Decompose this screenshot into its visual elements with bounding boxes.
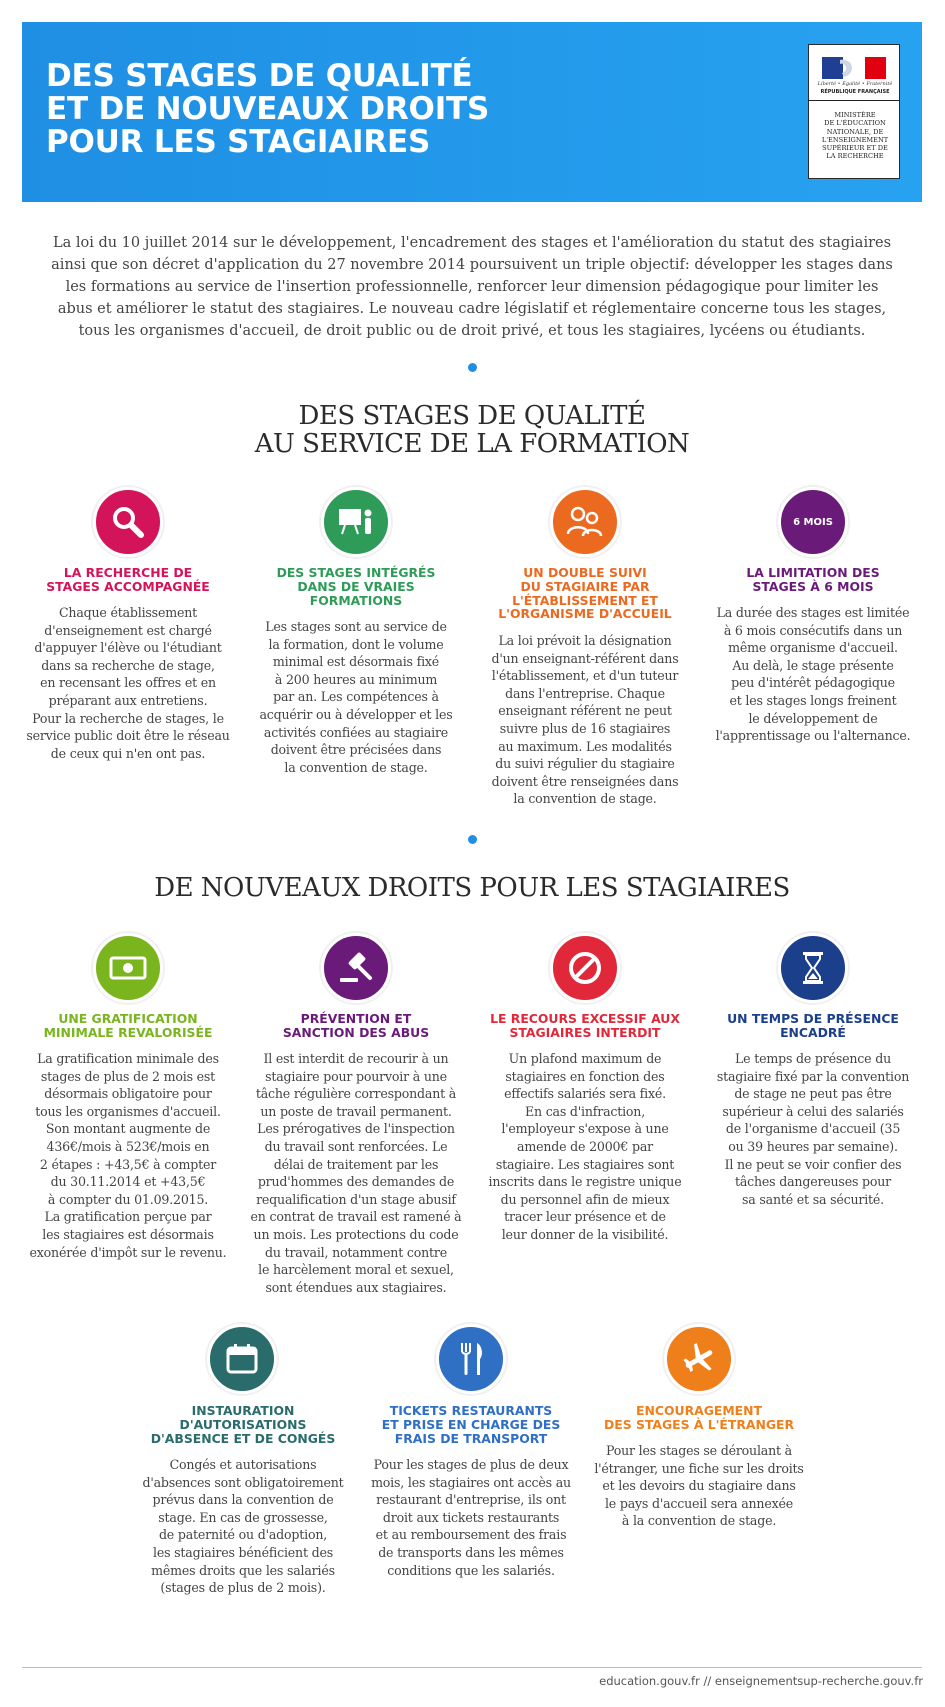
text-line: La loi prévoit la désignation — [498, 633, 672, 648]
text-line: Les stages sont au service de — [265, 619, 447, 634]
section-title-rights — [22, 874, 922, 902]
section-divider-dot — [468, 835, 477, 844]
text-line: Pour les stages de plus de deux — [373, 1457, 569, 1472]
text-line: dans l'entreprise. Chaque — [505, 685, 665, 701]
text-line: ENCOURAGEMENT — [636, 1403, 762, 1418]
text-line: un mois. Les protections du code — [253, 1226, 459, 1242]
intro-paragraph — [38, 232, 906, 342]
text-line: et les devoirs du stagiaire dans — [602, 1478, 796, 1494]
intro-line: les formations au service de l'insertion professionnelle, renforcer leur dimension pédagogique pour limiter les — [65, 279, 879, 295]
logo-motto: Liberté • Égalité • Fraternité — [817, 81, 893, 87]
text-line: de l'organisme d'accueil (35 — [725, 1121, 901, 1137]
text-line: SANCTION DES ABUS — [282, 1024, 430, 1040]
text-line: acquérir ou à développer et les — [259, 706, 453, 722]
text-line: les stagiaires est désormais — [42, 1226, 214, 1242]
text-line: stagiaire pour pourvoir à une — [265, 1068, 447, 1084]
text-line: du 30.11.2014 et +43,5€ — [50, 1174, 206, 1190]
title-line: ET DE NOUVEAUX DROITS — [46, 91, 490, 127]
two-people-icon — [550, 487, 620, 557]
text-line: du travail, notamment contre — [265, 1244, 447, 1260]
text-line: la convention de stage. — [284, 759, 428, 775]
text-line: Il ne peut se voir confier des — [724, 1156, 902, 1172]
text-line: inscrits dans le registre unique — [488, 1174, 682, 1190]
text-line: au maximum. Les modalités — [498, 738, 672, 754]
card-title-suivi — [474, 566, 696, 621]
text-line: UN TEMPS DE PRÉSENCE — [727, 1011, 899, 1026]
six-months-icon — [778, 487, 848, 557]
text-line: ou 39 heures par semaine). — [728, 1138, 898, 1154]
card-title-tickets — [360, 1404, 582, 1445]
teacher-board-icon — [321, 487, 391, 557]
card-title-etranger — [588, 1404, 810, 1432]
footer-links[interactable]: education.gouv.fr // enseignementsup-recherche.gouv.fr — [599, 1674, 923, 1688]
text-line: la formation, dont le volume — [268, 636, 444, 652]
text-line: l'établissement, et d'un tuteur — [491, 668, 679, 684]
card-body-recherche — [18, 604, 238, 762]
text-line: à compter du 01.09.2015. — [47, 1191, 209, 1207]
text-line: stages de plus de 2 mois est — [40, 1068, 216, 1084]
text-line: stagiaires en fonction des — [505, 1068, 665, 1084]
text-line: (stages de plus de 2 mois). — [160, 1580, 326, 1596]
section-title-line: DES STAGES DE QUALITÉ — [298, 401, 646, 431]
text-line: suivre plus de 16 stagiaires — [499, 720, 671, 736]
text-line: le harcèlement moral et sexuel, — [258, 1262, 454, 1278]
text-line: Au delà, le stage présente — [732, 657, 894, 673]
card-title-recherche — [18, 566, 238, 594]
text-line: ET PRISE EN CHARGE DES — [381, 1416, 561, 1432]
text-line: l'employeur s'expose à une — [501, 1121, 669, 1137]
text-line: stage. En cas de grossesse, — [158, 1509, 328, 1525]
card-body-integres — [246, 618, 466, 776]
text-line: l'étranger, une fiche sur les droits — [594, 1460, 804, 1476]
gavel-icon — [321, 933, 391, 1003]
text-line: LA LIMITATION DES — [746, 565, 880, 580]
ministry-line: L'ENSEIGNEMENT — [821, 135, 889, 144]
text-line: conditions que les salariés. — [387, 1562, 555, 1578]
text-line: service public doit être le réseau — [26, 728, 230, 744]
text-line: un poste de travail permanent. — [260, 1103, 452, 1119]
text-line: à 6 mois consécutifs dans un — [723, 622, 903, 638]
text-line: 2 étapes : +43,5€ à compter — [39, 1156, 217, 1172]
card-title-integres — [246, 566, 466, 607]
text-line: prud'hommes des demandes de — [257, 1174, 455, 1190]
text-line: FORMATIONS — [309, 592, 403, 608]
text-line: FRAIS DE TRANSPORT — [394, 1430, 548, 1446]
card-title-presence — [702, 1012, 924, 1040]
text-line: Son montant augmente de — [45, 1121, 211, 1137]
text-line: Chaque établissement — [59, 605, 197, 620]
text-line: TICKETS RESTAURANTS — [389, 1403, 553, 1418]
text-line: sa santé et sa sécurité. — [742, 1191, 884, 1207]
card-body-limitation — [702, 604, 924, 745]
text-line: désormais obligatoire pour — [44, 1086, 212, 1102]
text-line: Les prérogatives de l'inspection — [257, 1121, 455, 1137]
footer-divider — [22, 1667, 922, 1668]
text-line: tous les organismes d'accueil. — [35, 1103, 221, 1119]
text-line: UN DOUBLE SUIVI — [523, 565, 647, 580]
text-line: Congés et autorisations — [169, 1457, 317, 1472]
prohibited-icon — [550, 933, 620, 1003]
text-line: tâche régulière correspondant à — [255, 1086, 457, 1102]
text-line: MINIMALE REVALORISÉE — [43, 1024, 213, 1040]
card-body-absence — [132, 1456, 354, 1597]
text-line: D'ABSENCE ET DE CONGÉS — [150, 1430, 336, 1446]
text-line: peu d'intérêt pédagogique — [731, 675, 895, 691]
ministry-line: NATIONALE, DE — [826, 127, 884, 136]
ministry-line: DE L'ÉDUCATION — [824, 119, 886, 128]
text-line: D'AUTORISATIONS — [179, 1416, 307, 1432]
text-line: Un plafond maximum de — [508, 1051, 662, 1066]
cutlery-icon — [436, 1324, 506, 1394]
text-line: PRÉVENTION ET — [300, 1011, 412, 1026]
six-months-label: 6 MOIS — [793, 516, 833, 528]
intro-line: abus et améliorer le statut des stagiaires. Le nouveau cadre législatif et réglementaire concerne tous les stages, — [57, 301, 887, 317]
card-body-etranger — [588, 1442, 810, 1530]
text-line: STAGES À 6 MOIS — [752, 578, 874, 594]
marianne-flag-icon — [822, 57, 886, 79]
text-line: effectifs salariés sera fixé. — [504, 1086, 666, 1102]
card-body-tickets — [360, 1456, 582, 1579]
ministry-logo — [808, 44, 900, 179]
header-banner — [22, 22, 922, 202]
text-line: le pays d'accueil sera annexée — [604, 1495, 794, 1511]
text-line: INSTAURATION — [191, 1403, 295, 1418]
text-line: d'absences sont obligatoirement — [142, 1474, 344, 1490]
text-line: du travail sont renforcées. Le — [264, 1138, 448, 1154]
text-line: à la convention de stage. — [621, 1513, 777, 1529]
text-line: DES STAGES INTÉGRÉS — [276, 565, 436, 580]
text-line: UNE GRATIFICATION — [58, 1011, 198, 1026]
text-line: stagiaire. Les stagiaires sont — [495, 1156, 675, 1172]
text-line: DANS DE VRAIES — [297, 578, 415, 594]
text-line: tracer leur présence et de — [504, 1209, 666, 1225]
section-title-line: DE NOUVEAUX DROITS POUR LES STAGIAIRES — [154, 873, 790, 903]
text-line: supérieur à celui des salariés — [722, 1103, 904, 1119]
text-line: d'appuyer l'élève ou l'étudiant — [34, 640, 222, 656]
text-line: préparant aux entretiens. — [48, 692, 208, 708]
text-line: La gratification minimale des — [37, 1051, 219, 1066]
text-line: Pour la recherche de stages, le — [32, 710, 224, 726]
section-title-line: AU SERVICE DE LA FORMATION — [254, 429, 690, 459]
text-line: prévus dans la convention de — [152, 1492, 334, 1508]
section-title-quality — [22, 402, 922, 458]
airplane-icon — [664, 1324, 734, 1394]
logo-republic: RÉPUBLIQUE FRANÇAISE — [820, 89, 890, 95]
card-body-prevention — [246, 1050, 466, 1296]
text-line: exonérée d'impôt sur le revenu. — [29, 1244, 227, 1260]
text-line: doivent être précisées dans — [270, 742, 442, 758]
text-line: du personnel afin de mieux — [500, 1191, 670, 1207]
text-line: d'enseignement est chargé — [44, 622, 212, 638]
text-line: DES STAGES À L'ÉTRANGER — [603, 1416, 795, 1432]
section-divider-dot — [468, 363, 477, 372]
text-line: Le temps de présence du — [735, 1051, 891, 1066]
text-line: L'ÉTABLISSEMENT ET — [512, 592, 658, 608]
text-line: STAGES ACCOMPAGNÉE — [46, 578, 210, 594]
text-line: La gratification perçue par — [44, 1209, 212, 1225]
card-title-prevention — [246, 1012, 466, 1040]
text-line: stagiaire fixé par la convention — [716, 1068, 910, 1084]
text-line: ENCADRÉ — [780, 1024, 846, 1040]
text-line: mêmes droits que les salariés — [151, 1562, 335, 1578]
text-line: le développement de — [748, 710, 878, 726]
text-line: et au remboursement des frais — [375, 1527, 567, 1543]
text-line: par an. Les compétences à — [273, 689, 439, 705]
text-line: mois, les stagiaires ont accès au — [371, 1474, 571, 1490]
text-line: Il est interdit de recourir à un — [263, 1051, 449, 1066]
text-line: activités confiées au stagiaire — [263, 724, 449, 740]
text-line: restaurant d'entreprise, ils ont — [376, 1492, 566, 1508]
text-line: La durée des stages est limitée — [716, 605, 910, 620]
text-line: délai de traitement par les — [273, 1156, 439, 1172]
text-line: leur donner de la visibilité. — [501, 1226, 669, 1242]
intro-line: La loi du 10 juillet 2014 sur le développement, l'encadrement des stages et l'amélioration du statut des stagiaires — [52, 235, 892, 251]
ministry-line: LA RECHERCHE — [826, 152, 884, 161]
text-line: requalification d'un stage abusif — [256, 1191, 456, 1207]
intro-line: tous les organismes d'accueil, de droit public ou de droit privé, et tous les stagiaires, lycéens ou étudiants. — [78, 323, 866, 339]
text-line: de ceux qui n'en ont pas. — [50, 745, 206, 761]
text-line: sont étendues aux stagiaires. — [265, 1279, 447, 1295]
card-body-gratification — [18, 1050, 238, 1261]
title-line: DES STAGES DE QUALITÉ — [46, 58, 473, 94]
text-line: d'un enseignant-référent dans — [491, 650, 679, 666]
text-line: tâches dangereuses pour — [735, 1174, 891, 1190]
text-line: à 200 heures au minimum — [274, 671, 438, 687]
text-line: DU STAGIAIRE PAR — [520, 578, 650, 594]
text-line: amende de 2000€ par — [517, 1138, 653, 1154]
banknote-icon — [93, 933, 163, 1003]
card-title-recours — [474, 1012, 696, 1040]
magnifier-icon — [93, 487, 163, 557]
title-line: POUR LES STAGIAIRES — [46, 124, 431, 160]
text-line: de paternité ou d'adoption, — [158, 1527, 328, 1543]
text-line: En cas d'infraction, — [524, 1103, 646, 1119]
intro-line: ainsi que son décret d'application du 27 novembre 2014 poursuivent un triple objectif: développer les stages dans — [51, 257, 893, 273]
card-body-suivi — [474, 632, 696, 808]
logo-divider — [809, 100, 899, 101]
text-line: doivent être renseignées dans — [491, 773, 679, 789]
text-line: de transports dans les mêmes — [378, 1544, 564, 1560]
text-line: dans sa recherche de stage, — [41, 657, 215, 673]
text-line: de stage ne peut pas être — [734, 1086, 892, 1102]
text-line: même organisme d'accueil. — [728, 640, 898, 656]
card-body-recours — [474, 1050, 696, 1244]
text-line: enseignant référent ne peut — [498, 703, 672, 719]
hourglass-icon — [778, 933, 848, 1003]
ministry-line: MINISTÈRE — [834, 111, 876, 119]
calendar-icon — [207, 1324, 277, 1394]
card-title-absence — [132, 1404, 354, 1445]
text-line: l'apprentissage ou l'alternance. — [715, 728, 911, 744]
page-title — [46, 60, 666, 159]
text-line: du suivi régulier du stagiaire — [495, 756, 675, 772]
card-body-presence — [702, 1050, 924, 1208]
text-line: Pour les stages se déroulant à — [605, 1443, 792, 1458]
text-line: minimal est désormais fixé — [272, 654, 440, 670]
text-line: STAGIAIRES INTERDIT — [509, 1024, 661, 1040]
text-line: en recensant les offres et en — [40, 675, 216, 691]
card-title-gratification — [18, 1012, 238, 1040]
text-line: les stagiaires bénéficient des — [153, 1544, 333, 1560]
card-title-limitation — [702, 566, 924, 594]
text-line: 436€/mois à 523€/mois en — [46, 1138, 210, 1154]
text-line: LE RECOURS EXCESSIF AUX — [490, 1011, 680, 1026]
text-line: LA RECHERCHE DE — [63, 565, 193, 580]
text-line: la convention de stage. — [513, 791, 657, 807]
text-line: L'ORGANISME D'ACCUEIL — [498, 606, 672, 622]
logo-ministry-name — [813, 111, 897, 161]
text-line: et les stages longs freinent — [729, 692, 897, 708]
ministry-line: SUPÉRIEUR ET DE — [822, 144, 888, 153]
text-line: droit aux tickets restaurants — [382, 1509, 560, 1525]
text-line: en contrat de travail est ramené à — [250, 1209, 462, 1225]
